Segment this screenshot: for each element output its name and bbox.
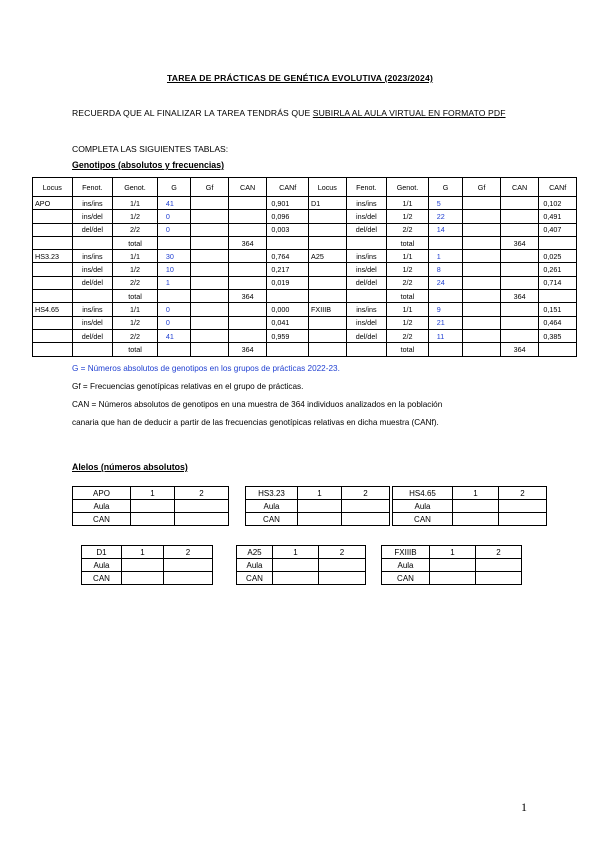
header-cell: Fenot. bbox=[72, 178, 113, 197]
table-cell bbox=[228, 263, 267, 276]
allele-header-row bbox=[237, 546, 366, 559]
table-cell: 0 bbox=[157, 316, 190, 329]
allele-value-cell[interactable] bbox=[298, 513, 342, 526]
allele-row bbox=[237, 572, 366, 585]
table-row bbox=[33, 290, 577, 303]
table-cell: 0,025 bbox=[539, 250, 577, 263]
table-cell bbox=[72, 236, 113, 249]
table-cell: ins/ins bbox=[72, 303, 113, 316]
table-cell bbox=[463, 210, 501, 223]
note-can-line1: CAN = Números absolutos de genotipos en una muestra de 364 individuos analizados en la población bbox=[72, 400, 443, 409]
header-cell: Fenot. bbox=[346, 178, 387, 197]
table-row bbox=[33, 329, 577, 342]
table-cell bbox=[33, 210, 73, 223]
allele-value-cell[interactable] bbox=[131, 500, 175, 513]
table-cell: 1/2 bbox=[387, 210, 429, 223]
allele-row-label: Aula bbox=[82, 559, 122, 572]
table-cell bbox=[267, 290, 309, 303]
allele-row bbox=[393, 513, 547, 526]
allele-header-row bbox=[82, 546, 213, 559]
table-cell: 0 bbox=[157, 210, 190, 223]
table-cell bbox=[191, 223, 229, 236]
allele-row-label: CAN bbox=[82, 572, 122, 585]
table-cell bbox=[191, 316, 229, 329]
table-cell: 1 bbox=[157, 276, 190, 289]
table-cell: 0,151 bbox=[539, 303, 577, 316]
allele-table bbox=[381, 545, 522, 585]
table-cell bbox=[33, 223, 73, 236]
table-cell bbox=[309, 236, 347, 249]
allele-value-cell[interactable] bbox=[175, 513, 229, 526]
note-gf: Gf = Frecuencias genotípicas relativas en el grupo de prácticas. bbox=[72, 382, 304, 391]
table-cell: ins/ins bbox=[346, 250, 387, 263]
table-row bbox=[33, 197, 577, 210]
table-cell bbox=[463, 197, 501, 210]
table-row bbox=[33, 303, 577, 316]
allele-column-label: 2 bbox=[175, 487, 229, 500]
table-row bbox=[33, 263, 577, 276]
table-cell bbox=[309, 263, 347, 276]
table-cell bbox=[157, 290, 190, 303]
allele-value-cell[interactable] bbox=[453, 500, 499, 513]
allele-column-label: 1 bbox=[298, 487, 342, 500]
table-cell: 0,764 bbox=[267, 250, 309, 263]
allele-table bbox=[72, 486, 229, 526]
table-cell: 0 bbox=[157, 223, 190, 236]
table-cell bbox=[72, 290, 113, 303]
instruction-text: COMPLETA LAS SIGUIENTES TABLAS: bbox=[72, 144, 229, 154]
table-cell bbox=[191, 263, 229, 276]
table-cell: 0,959 bbox=[267, 329, 309, 342]
table-row bbox=[33, 210, 577, 223]
table-cell: ins/del bbox=[346, 210, 387, 223]
allele-row bbox=[246, 513, 390, 526]
table-cell: 0,901 bbox=[267, 197, 309, 210]
table-cell bbox=[191, 343, 229, 356]
table-cell bbox=[463, 263, 501, 276]
allele-value-cell[interactable] bbox=[122, 572, 164, 585]
alleles-heading: Alelos (números absolutos) bbox=[72, 462, 188, 472]
allele-value-cell[interactable] bbox=[122, 559, 164, 572]
table-cell: 364 bbox=[500, 236, 539, 249]
table-cell: 2/2 bbox=[113, 276, 158, 289]
table-cell bbox=[191, 210, 229, 223]
header-cell: Genot. bbox=[387, 178, 429, 197]
table-cell: 1/2 bbox=[387, 316, 429, 329]
table-cell: 10 bbox=[157, 263, 190, 276]
table-cell bbox=[309, 329, 347, 342]
allele-header-row bbox=[73, 487, 229, 500]
table-cell bbox=[267, 343, 309, 356]
allele-column-label: 1 bbox=[122, 546, 164, 559]
table-cell bbox=[191, 236, 229, 249]
table-cell: total bbox=[387, 290, 429, 303]
header-cell: Genot. bbox=[113, 178, 158, 197]
table-cell: 364 bbox=[500, 343, 539, 356]
table-cell: del/del bbox=[72, 276, 113, 289]
table-cell: 364 bbox=[228, 236, 267, 249]
table-cell: del/del bbox=[72, 223, 113, 236]
table-row bbox=[33, 343, 577, 356]
header-cell: CANf bbox=[267, 178, 309, 197]
table-cell bbox=[33, 290, 73, 303]
allele-value-cell[interactable] bbox=[175, 500, 229, 513]
allele-header-row bbox=[246, 487, 390, 500]
allele-value-cell[interactable] bbox=[453, 513, 499, 526]
allele-value-cell[interactable] bbox=[131, 513, 175, 526]
table-cell: 2/2 bbox=[387, 329, 429, 342]
allele-column-label: 1 bbox=[273, 546, 319, 559]
table-cell bbox=[539, 236, 577, 249]
table-cell bbox=[309, 276, 347, 289]
table-cell bbox=[346, 290, 387, 303]
allele-locus-label: HS4.65 bbox=[393, 487, 453, 500]
table-cell bbox=[191, 290, 229, 303]
table-cell bbox=[539, 343, 577, 356]
table-cell: 0,041 bbox=[267, 316, 309, 329]
table-cell bbox=[463, 223, 501, 236]
table-cell: 11 bbox=[428, 329, 463, 342]
table-cell bbox=[309, 316, 347, 329]
allele-value-cell[interactable] bbox=[319, 559, 366, 572]
table-cell: 364 bbox=[228, 343, 267, 356]
table-cell: 14 bbox=[428, 223, 463, 236]
table-cell bbox=[463, 343, 501, 356]
genotypes-table bbox=[32, 177, 577, 357]
allele-value-cell[interactable] bbox=[476, 572, 522, 585]
table-cell: 0,217 bbox=[267, 263, 309, 276]
table-cell: 21 bbox=[428, 316, 463, 329]
allele-value-cell[interactable] bbox=[499, 513, 547, 526]
table-cell: 0,385 bbox=[539, 329, 577, 342]
table-cell: ins/del bbox=[72, 316, 113, 329]
table-cell: APO bbox=[33, 197, 73, 210]
table-cell: del/del bbox=[346, 223, 387, 236]
header-cell: G bbox=[428, 178, 463, 197]
table-cell: ins/del bbox=[72, 263, 113, 276]
table-cell: FXIIIB bbox=[309, 303, 347, 316]
table-cell: 2/2 bbox=[387, 276, 429, 289]
reminder-prefix: RECUERDA QUE AL FINALIZAR LA TAREA TENDRÁS QUE bbox=[72, 108, 313, 118]
table-cell bbox=[500, 197, 539, 210]
table-cell bbox=[33, 316, 73, 329]
table-cell: 1/2 bbox=[113, 316, 158, 329]
table-cell: 41 bbox=[157, 329, 190, 342]
allele-column-label: 2 bbox=[476, 546, 522, 559]
allele-column-label: 1 bbox=[453, 487, 499, 500]
table-cell: ins/ins bbox=[346, 303, 387, 316]
table-cell: 1/2 bbox=[387, 263, 429, 276]
allele-row-label: CAN bbox=[382, 572, 430, 585]
table-cell bbox=[500, 329, 539, 342]
allele-locus-label: FXIIIB bbox=[382, 546, 430, 559]
table-cell: ins/del bbox=[346, 316, 387, 329]
table-cell: 0,491 bbox=[539, 210, 577, 223]
table-cell bbox=[463, 250, 501, 263]
table-cell bbox=[539, 290, 577, 303]
table-cell: del/del bbox=[346, 329, 387, 342]
table-cell: 9 bbox=[428, 303, 463, 316]
table-cell bbox=[157, 343, 190, 356]
table-cell: 1/1 bbox=[387, 303, 429, 316]
allele-row bbox=[382, 559, 522, 572]
allele-row-label: Aula bbox=[393, 500, 453, 513]
allele-row bbox=[382, 572, 522, 585]
table-cell: del/del bbox=[72, 329, 113, 342]
table-cell bbox=[191, 276, 229, 289]
table-cell bbox=[191, 197, 229, 210]
table-row bbox=[33, 276, 577, 289]
allele-row-label: Aula bbox=[237, 559, 273, 572]
table-cell: ins/ins bbox=[72, 250, 113, 263]
allele-value-cell[interactable] bbox=[342, 513, 390, 526]
table-cell: 0,714 bbox=[539, 276, 577, 289]
allele-value-cell[interactable] bbox=[273, 559, 319, 572]
table-cell: total bbox=[113, 290, 158, 303]
table-cell bbox=[346, 343, 387, 356]
table-cell: total bbox=[387, 236, 429, 249]
table-cell bbox=[33, 343, 73, 356]
allele-table bbox=[81, 545, 213, 585]
table-cell: 1/1 bbox=[387, 250, 429, 263]
table-cell bbox=[463, 290, 501, 303]
table-cell bbox=[500, 276, 539, 289]
table-cell bbox=[463, 316, 501, 329]
table-cell bbox=[72, 343, 113, 356]
allele-value-cell[interactable] bbox=[298, 500, 342, 513]
table-cell: 41 bbox=[157, 197, 190, 210]
allele-locus-label: HS3.23 bbox=[246, 487, 298, 500]
table-cell: D1 bbox=[309, 197, 347, 210]
table-cell: 1/2 bbox=[113, 263, 158, 276]
allele-header-row bbox=[393, 487, 547, 500]
table-cell: 5 bbox=[428, 197, 463, 210]
allele-column-label: 1 bbox=[430, 546, 476, 559]
table-cell bbox=[463, 236, 501, 249]
allele-row-label: CAN bbox=[237, 572, 273, 585]
allele-row bbox=[82, 572, 213, 585]
table-row bbox=[33, 250, 577, 263]
table-cell: 1/1 bbox=[113, 303, 158, 316]
table-row bbox=[33, 223, 577, 236]
allele-table bbox=[392, 486, 547, 526]
allele-value-cell[interactable] bbox=[273, 572, 319, 585]
allele-row bbox=[393, 500, 547, 513]
table-cell bbox=[309, 210, 347, 223]
allele-value-cell[interactable] bbox=[499, 500, 547, 513]
table-cell bbox=[157, 236, 190, 249]
table-cell bbox=[500, 210, 539, 223]
header-cell: Locus bbox=[33, 178, 73, 197]
table-cell bbox=[267, 236, 309, 249]
table-cell bbox=[228, 316, 267, 329]
table-cell: 0,000 bbox=[267, 303, 309, 316]
table-row bbox=[33, 236, 577, 249]
table-cell: 0 bbox=[157, 303, 190, 316]
header-cell: Gf bbox=[463, 178, 501, 197]
table-cell: 0,096 bbox=[267, 210, 309, 223]
note-g: G = Números absolutos de genotipos en los grupos de prácticas 2022-23. bbox=[72, 364, 340, 373]
table-cell: 22 bbox=[428, 210, 463, 223]
reminder-underlined: SUBIRLA AL AULA VIRTUAL EN FORMATO PDF bbox=[312, 108, 506, 118]
allele-row bbox=[246, 500, 390, 513]
header-cell: CAN bbox=[228, 178, 267, 197]
allele-column-label: 2 bbox=[164, 546, 213, 559]
document-title: TAREA DE PRÁCTICAS DE GENÉTICA EVOLUTIVA (2023/2024) bbox=[166, 73, 434, 83]
table-cell bbox=[33, 276, 73, 289]
genotypes-table-body bbox=[33, 197, 577, 357]
table-cell bbox=[309, 290, 347, 303]
table-header-row bbox=[33, 178, 577, 197]
allele-row-label: CAN bbox=[246, 513, 298, 526]
reminder-text bbox=[72, 108, 506, 118]
table-cell: 24 bbox=[428, 276, 463, 289]
table-cell bbox=[33, 329, 73, 342]
header-cell: CANf bbox=[539, 178, 577, 197]
table-cell bbox=[428, 236, 463, 249]
table-cell bbox=[191, 250, 229, 263]
table-cell: A25 bbox=[309, 250, 347, 263]
allele-row bbox=[237, 559, 366, 572]
table-cell: ins/del bbox=[346, 263, 387, 276]
table-cell: total bbox=[387, 343, 429, 356]
genotypes-heading: Genotipos (absolutos y frecuencias) bbox=[72, 160, 225, 170]
table-cell bbox=[500, 263, 539, 276]
page-number: 1 bbox=[521, 800, 527, 814]
table-cell bbox=[463, 329, 501, 342]
table-cell bbox=[309, 223, 347, 236]
table-cell bbox=[228, 329, 267, 342]
allele-row-label: CAN bbox=[393, 513, 453, 526]
table-cell bbox=[346, 236, 387, 249]
allele-header-row bbox=[382, 546, 522, 559]
table-cell: del/del bbox=[346, 276, 387, 289]
allele-row bbox=[73, 500, 229, 513]
table-cell bbox=[463, 303, 501, 316]
table-cell bbox=[309, 343, 347, 356]
allele-column-label: 2 bbox=[319, 546, 366, 559]
allele-value-cell[interactable] bbox=[342, 500, 390, 513]
allele-row-label: Aula bbox=[382, 559, 430, 572]
allele-row-label: Aula bbox=[246, 500, 298, 513]
table-cell bbox=[228, 210, 267, 223]
table-row bbox=[33, 316, 577, 329]
allele-row-label: CAN bbox=[73, 513, 131, 526]
table-cell: 0,261 bbox=[539, 263, 577, 276]
table-cell bbox=[500, 223, 539, 236]
allele-column-label: 2 bbox=[499, 487, 547, 500]
table-cell: 8 bbox=[428, 263, 463, 276]
table-cell: ins/ins bbox=[72, 197, 113, 210]
allele-row bbox=[73, 513, 229, 526]
allele-column-label: 1 bbox=[131, 487, 175, 500]
allele-locus-label: APO bbox=[73, 487, 131, 500]
table-cell: ins/ins bbox=[346, 197, 387, 210]
allele-table bbox=[245, 486, 390, 526]
table-cell bbox=[228, 303, 267, 316]
header-cell: Gf bbox=[191, 178, 229, 197]
table-cell bbox=[228, 223, 267, 236]
table-cell bbox=[500, 303, 539, 316]
table-cell bbox=[428, 343, 463, 356]
table-cell bbox=[33, 236, 73, 249]
table-cell bbox=[228, 197, 267, 210]
table-cell: 0,464 bbox=[539, 316, 577, 329]
table-cell bbox=[228, 276, 267, 289]
table-cell: 0,102 bbox=[539, 197, 577, 210]
table-cell: 1/2 bbox=[113, 210, 158, 223]
header-cell: G bbox=[157, 178, 190, 197]
table-cell: 2/2 bbox=[113, 223, 158, 236]
allele-locus-label: D1 bbox=[82, 546, 122, 559]
allele-column-label: 2 bbox=[342, 487, 390, 500]
table-cell bbox=[463, 276, 501, 289]
table-cell bbox=[191, 329, 229, 342]
table-cell: 1/1 bbox=[387, 197, 429, 210]
table-cell: 30 bbox=[157, 250, 190, 263]
table-cell: 364 bbox=[500, 290, 539, 303]
table-cell: 0,407 bbox=[539, 223, 577, 236]
table-cell: total bbox=[113, 343, 158, 356]
table-cell bbox=[191, 303, 229, 316]
allele-value-cell[interactable] bbox=[430, 572, 476, 585]
allele-row-label: Aula bbox=[73, 500, 131, 513]
header-cell: CAN bbox=[500, 178, 539, 197]
table-cell: 2/2 bbox=[113, 329, 158, 342]
allele-value-cell[interactable] bbox=[164, 572, 213, 585]
header-cell: Locus bbox=[309, 178, 347, 197]
allele-value-cell[interactable] bbox=[319, 572, 366, 585]
table-cell: ins/del bbox=[72, 210, 113, 223]
table-cell: HS3.23 bbox=[33, 250, 73, 263]
table-cell bbox=[428, 290, 463, 303]
table-cell: 2/2 bbox=[387, 223, 429, 236]
allele-row bbox=[82, 559, 213, 572]
table-cell: 1 bbox=[428, 250, 463, 263]
table-cell: 1/1 bbox=[113, 197, 158, 210]
allele-value-cell[interactable] bbox=[430, 559, 476, 572]
table-cell: HS4.65 bbox=[33, 303, 73, 316]
table-cell: 0,019 bbox=[267, 276, 309, 289]
table-cell bbox=[500, 250, 539, 263]
allele-value-cell[interactable] bbox=[164, 559, 213, 572]
table-cell bbox=[33, 263, 73, 276]
table-cell: total bbox=[113, 236, 158, 249]
table-cell bbox=[228, 250, 267, 263]
allele-value-cell[interactable] bbox=[476, 559, 522, 572]
table-cell bbox=[500, 316, 539, 329]
table-cell: 1/1 bbox=[113, 250, 158, 263]
note-can-line2: canaria que han de deducir a partir de las frecuencias genotípicas relativas en dicha muestra (CANf). bbox=[72, 418, 439, 427]
allele-locus-label: A25 bbox=[237, 546, 273, 559]
table-cell: 0,003 bbox=[267, 223, 309, 236]
table-cell: 364 bbox=[228, 290, 267, 303]
allele-table bbox=[236, 545, 366, 585]
